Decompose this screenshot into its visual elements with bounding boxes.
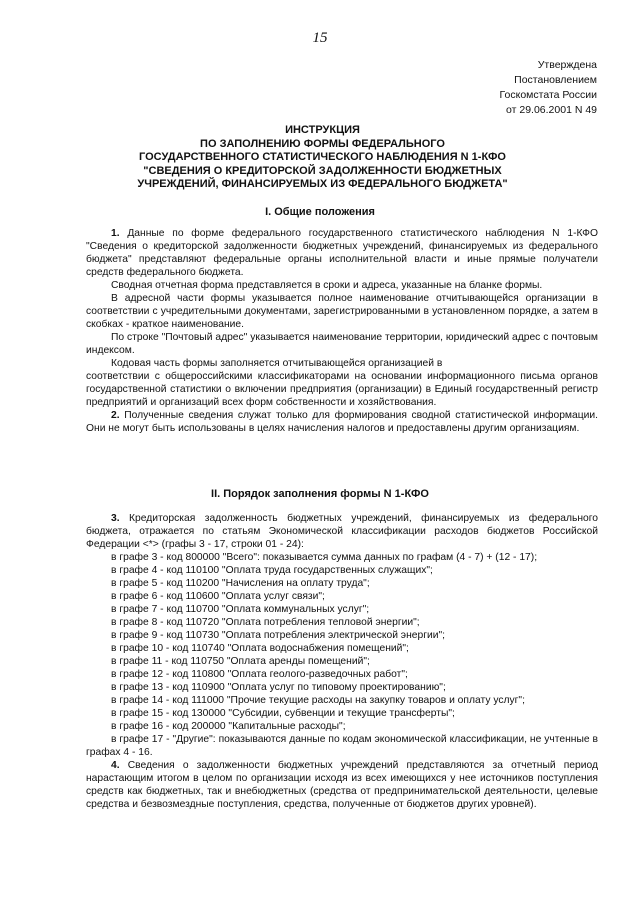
paragraph: В адресной части формы указывается полное наименование отчитывающейся организации в соответствии с учредительными документами, зарегистрированными в установленном порядке, а затем в скобках - краткое наименование. — [86, 293, 598, 330]
list-item: в графе 9 - код 110730 "Оплата потребления электрической энергии"; — [111, 630, 445, 641]
title-line: "СВЕДЕНИЯ О КРЕДИТОРСКОЙ ЗАДОЛЖЕННОСТИ БЮДЖЕТНЫХ — [143, 164, 502, 177]
paragraph: соответствии с общероссийскими классификаторами на основании информационного письма органов государственной статистики о включении предприятия (организации) в Единый государственный регистр предприятий и организаций всех форм собственности и хозяйствования. — [86, 371, 598, 408]
title-line: УЧРЕЖДЕНИЙ, ФИНАНСИРУЕМЫХ ИЗ ФЕДЕРАЛЬНОГО БЮДЖЕТА" — [137, 178, 508, 190]
page-number: 15 — [312, 30, 328, 46]
list-item: в графе 11 - код 110750 "Оплата аренды помещений"; — [111, 656, 370, 667]
title-line: ИНСТРУКЦИЯ — [285, 124, 360, 136]
title-line: ПО ЗАПОЛНЕНИЮ ФОРМЫ ФЕДЕРАЛЬНОГО — [200, 137, 445, 150]
list-item: в графе 7 - код 110700 "Оплата коммунальных услуг"; — [111, 604, 370, 615]
approval-line: от 29.06.2001 N 49 — [506, 104, 597, 116]
list-item: в графе 12 - код 110800 "Оплата геолого-разведочных работ"; — [111, 669, 408, 680]
paragraph-text: Кредиторская задолженность бюджетных учреждений, финансируемых из федерального бюджета, отражается по статьям Экономической классификации расходов бюджетов Российской Федерации <*> (графы 3 - 17, строки 01 - 24): — [86, 513, 598, 550]
list-item: в графе 6 - код 110600 "Оплата услуг связи"; — [111, 591, 325, 602]
paragraph-1 — [86, 227, 598, 279]
approval-line: Госкомстата России — [499, 89, 597, 101]
paragraph-number: 1. — [111, 228, 120, 239]
approval-stamp — [500, 58, 597, 118]
section-2-heading: II. Порядок заполнения формы N 1-КФО — [211, 488, 429, 500]
section-1-heading: I. Общие положения — [265, 206, 375, 218]
approval-line: Постановлением — [514, 74, 597, 86]
paragraph-3 — [86, 512, 598, 551]
list-item: в графе 3 - код 800000 "Всего": показывается сумма данных по графам (4 - 7) + (12 - 17); — [111, 552, 538, 563]
paragraph-4 — [86, 759, 598, 811]
list-item: в графе 10 - код 110740 "Оплата водоснабжения помещений"; — [111, 643, 409, 654]
section-1-body — [86, 227, 598, 435]
list-item: в графе 5 - код 110200 "Начисления на оплату труда"; — [111, 578, 370, 589]
list-item: в графе 14 - код 111000 "Прочие текущие расходы на закупку товаров и оплату услуг"; — [111, 695, 525, 706]
list-item-17: в графе 17 - "Другие": показываются данные по кодам экономической классификации, не учтенные в графах 4 - 16. — [86, 734, 598, 758]
paragraph: Кодовая часть формы заполняется отчитывающейся организацией в — [111, 358, 443, 369]
paragraph-number: 2. — [111, 410, 120, 421]
paragraph: Сводная отчетная форма представляется в сроки и адреса, указанные на бланке формы. — [111, 280, 543, 291]
paragraph-number: 4. — [111, 760, 120, 771]
document-title — [120, 124, 525, 192]
approval-line: Утверждена — [537, 59, 597, 71]
paragraph-text: Полученные сведения служат только для формирования сводной статистической информации. Они не могут быть использованы в целях начисления налогов и предоставлены другим организациям. — [86, 410, 598, 434]
paragraph-text: Сведения о задолженности бюджетных учреждений представляются за отчетный период нарастающим итогом в целом по организации исходя из всех имеющихся у нее источников поступления средств как бюджетных, так и внебюджетных (средства от предпринимательской деятельности, целевые средства и безвозмездные поступления, средства, полученные от бюджетов других уровней). — [86, 760, 598, 810]
section-2-body — [86, 512, 598, 811]
list-item: в графе 13 - код 110900 "Оплата услуг по типовому проектированию"; — [111, 682, 446, 693]
paragraph-number: 3. — [111, 513, 120, 524]
list-item: в графе 16 - код 200000 "Капитальные расходы"; — [111, 721, 346, 732]
paragraph-2 — [86, 409, 598, 435]
list-item: в графе 15 - код 130000 "Субсидии, субвенции и текущие трансферты"; — [111, 708, 455, 719]
list-item: в графе 4 - код 110100 "Оплата труда государственных служащих"; — [111, 565, 433, 576]
paragraph: По строке "Почтовый адрес" указывается наименование территории, юридический адрес с почтовым индексом. — [86, 332, 598, 356]
paragraph-text: Данные по форме федерального государственного статистического наблюдения N 1-КФО "Сведения о кредиторской задолженности бюджетных учреждений, финансируемых из федерального бюджета" представляют федеральные органы исполнительной власти и иные прямые получатели средств федерального бюджета. — [86, 228, 598, 278]
list-item: в графе 8 - код 110720 "Оплата потребления тепловой энергии"; — [111, 617, 420, 628]
title-line: ГОСУДАРСТВЕННОГО СТАТИСТИЧЕСКОГО НАБЛЮДЕНИЯ N 1-КФО — [139, 151, 506, 163]
